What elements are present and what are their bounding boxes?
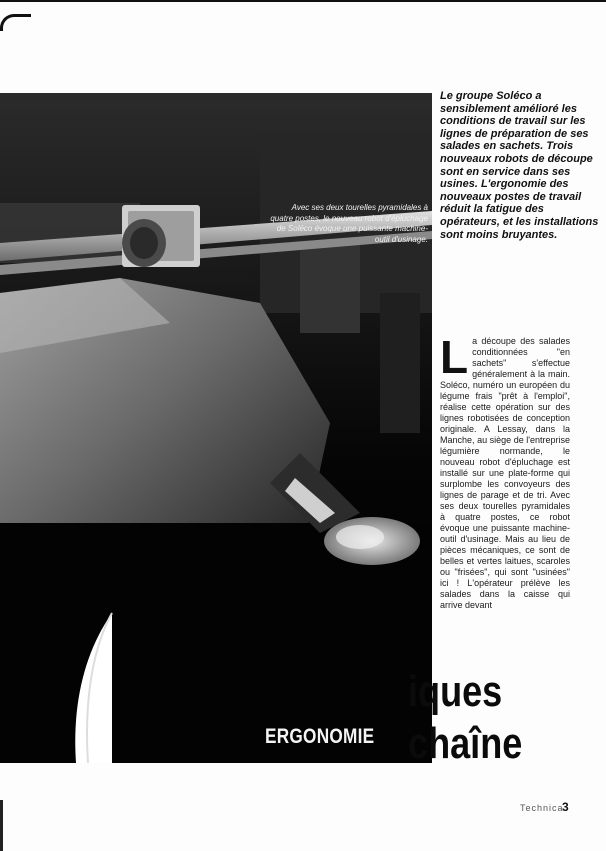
scan-left-edge <box>0 800 3 851</box>
folio-label: Technica <box>520 803 564 813</box>
headline-line-2: chaîne <box>408 719 523 768</box>
photo-caption: Avec ses deux tourelles pyramidales à quatre postes, le nouveau robot d'épluchage de Soléco évoque une puissante machine-outil d'usinage. <box>270 203 428 244</box>
robot-photo-illustration <box>0 93 432 763</box>
article-intro: Le groupe Soléco a sensiblement amélioré les conditions de travail sur les lignes de préparation de ses salades en sachets. Trois nouveaux robots de découpe sont en service dans ses usines. L'ergonomie des nouveaux postes de travail réduit la fatigue des opérateurs, et les installations sont moins bruyantes. <box>440 90 599 241</box>
article-body-text: a découpe des salades conditionnées "en sachets" s'effectue généralement à la main. Soléco, numéro un européen du légume frais "prêt à l'emploi", réalise cette opération sur des lignes robotisées de conception originale. A Lessay, dans la Manche, au siège de l'entreprise légumière normande, le nouveau robot d'épluchage est installé sur une plate-forme qui surplombe les convoyeurs des lignes de parage et de tri. Avec ses deux tourelles pyramidales à quatre postes, ce robot évoque une puissante machine-outil d'usinage. Mais au lieu de pièces mécaniques, ce sont de belles et vertes laitues, scaroles ou "frisées", qui sont "usinées" ici ! L'opérateur prélève les salades dans la caisse qui arrive devant <box>440 336 570 610</box>
scan-top-edge <box>0 0 606 22</box>
page-number: 3 <box>562 800 569 814</box>
article-body <box>440 331 570 611</box>
headline-line-1: iques <box>408 667 503 716</box>
scan-corner-mark <box>0 14 31 31</box>
section-kicker: ERGONOMIE <box>265 725 375 748</box>
robot-photo <box>0 93 432 763</box>
drop-cap: L <box>440 331 469 383</box>
